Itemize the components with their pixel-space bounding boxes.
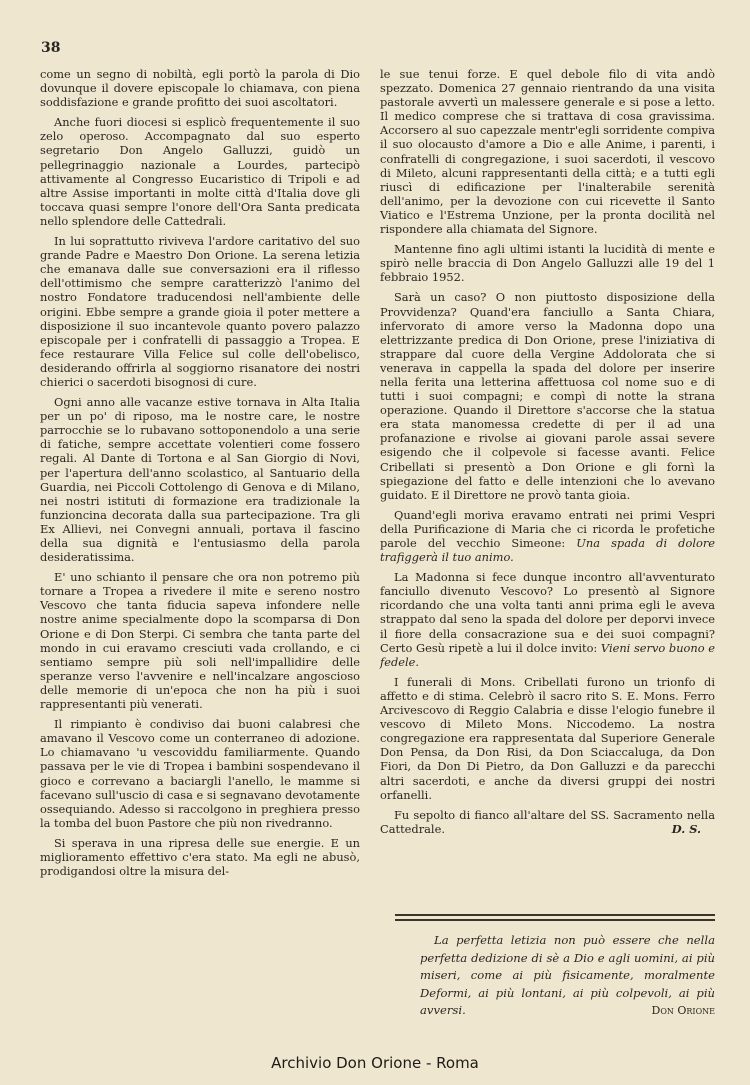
closing-quote — [420, 932, 715, 1020]
paragraph: In lui soprattutto riviveva l'ardore caritativo del suo grande Padre e Maestro Don Orione. La serena letizia che emanava dalle sue conversazioni era il riflesso dell'ottimismo che sempre caratterizzò l'animo del nostro Fondatore traducendosi nell'ambiente delle origini. Ebbe sempre a grande gioia il poter mettere a disposizione il suo incantevole quanto povero palazzo episcopale per i confratelli di passaggio a Tropea. E fece restaurare Villa Felice sul colle dell'obelisco, desiderando offrirla al soggiorno risanatore dei nostri chierici o sacerdoti bisognosi di cure. — [40, 234, 360, 389]
archive-footer: Archivio Don Orione - Roma — [271, 1054, 479, 1072]
paragraph: Si sperava in una ripresa delle sue energie. E un miglioramento effettivo c'era stato. Ma egli ne abusò, prodigandosi oltre la misura del- — [40, 835, 360, 879]
page-number: 38 — [41, 40, 61, 56]
jesus-invitation: Vieni servo buono e fedele. — [380, 640, 715, 669]
paragraph: come un segno di nobiltà, egli portò la parola di Dio dovunque il dovere episcopale lo chiamava, con piena soddisfazione e grande profitto dei suoi ascoltatori. — [40, 67, 360, 110]
separator — [395, 914, 715, 924]
paragraph: Il rimpianto è condiviso dai buoni calabresi che amavano il Vescovo come un conterraneo di adozione. Lo chiamavano 'u vescoviddu familiarmente. Quando passava per le vie di Tropea i bambini sospendevano il gioco e correvano a baciargli l'anello, le mamme si facevano sull'uscio di casa e si segnavano devotamente ossequiando. Adesso si raccolgono in preghiera presso la tomba del buon Pastore che più non rivedranno. — [40, 717, 360, 830]
left-column — [40, 67, 360, 884]
paragraph: le sue tenui forze. E quel debole filo di vita andò spezzato. Domenica 27 gennaio rientrando da una visita pastorale avvertì un malessere generale e si pose a letto. Il medico comprese che si trattava di cosa gravissima. Accorsero al suo capezzale mentr'egli sorridente compiva il suo olocausto d'amore a Dio e alle Anime, i parenti, i confratelli di congregazione, i suoi sacerdoti, il vescovo di Mileto, alcuni rappresentanti della città; e a tutti egli riuscì di edificazione per l'inalterabile serenità dell'animo, per la devozione con cui ricevette il Santo Viatico e l'Estrema Unzione, per la pronta docilità nel rispondere alla chiamata del Signore. — [380, 67, 715, 237]
rule-line — [395, 914, 715, 916]
paragraph: Ogni anno alle vacanze estive tornava in Alta Italia per un po' di riposo, ma le nostre care, le nostre parrocchie se lo rubavano sottoponendolo a una serie di fatiche, sempre accettate volentieri come fossero regali. Al Dante di Tortona e al San Giorgio di Novi, per l'apertura dell'anno scolastico, al Santuario della Guardia, nei Piccoli Cottolengo di Genova e di Milano, nei nostri istituti di formazione era tradizionale la funzioncina decorata dalla sua partecipazione. Tra gli Ex Allievi, nei Convegni annuali, portava il fascino della sua dignità e l'entusiasmo della parola desideratissima. — [40, 395, 360, 565]
simeone-quote: Una spada di dolore trafiggerà il tuo animo. — [380, 536, 716, 565]
paragraph: Sarà un caso? O non piuttosto disposizione della Provvidenza? Quand'era fanciullo a Santa Chiara, infervorato di amore verso la Madonna dopo una elettrizzante predica di Don Orione, prese l'iniziativa di strappare dal cuore della Vergine Addolorata che si venerava in cappella la spada del dolore per inserire nella ferita una letterina affettuosa col nome suo e di tutti i suoi compagni; e compì di notte la strana operazione. Quando il Direttore s'accorse che la statua era stata manomessa credette di per il ad una profanazione e rivolse ai giovani parole assai severe esigendo che il colpevole si facesse avanti. Felice Cribellati si presentò a Don Orione e gli fornì la spiegazione del fatto e delle intenzioni che lo avevano guidato. E il Direttore ne provò tanta gioia. — [380, 290, 715, 502]
paragraph — [380, 508, 715, 564]
paragraph-text: Fu sepolto di fianco all'altare del SS. Sacramento nella Cattedrale. — [380, 807, 715, 836]
closing-quote-text: La perfetta letizia non può essere che nella perfetta dedizione di sè a Dio e agli uomini, ai più miseri, come ai più fisicamente, moralmente Deformi, ai più lontani, ai più colpevoli, ai più avversi. — [420, 933, 715, 1018]
paragraph — [380, 808, 715, 836]
paragraph: Mantenne fino agli ultimi istanti la lucidità di mente e spirò nelle braccia di Don Angelo Galluzzi alle 19 del 1 febbraio 1952. — [380, 242, 715, 285]
paragraph: Anche fuori diocesi si esplicò frequentemente il suo zelo operoso. Accompagnato dal suo esperto segretario Don Angelo Galluzzi, guidò un pellegrinaggio nazionale a Lourdes, partecipò attivamente al Congresso Eucaristico di Tripoli e ad altre Assise importanti in molte città d'Italia dove gli toccava quasi sempre l'onore dell'Ora Santa predicata nello splendore delle Cattedrali. — [40, 115, 360, 228]
right-column — [380, 67, 715, 842]
paragraph-text: La Madonna si fece dunque incontro all'avventurato fanciullo divenuto Vescovo? Lo presentò al Signore ricordando che una volta tanti anni prima egli le aveva strappato dal seno la spada del dolore per deporvi invece il fiore della consacrazione sua e dei suoi compagni? Certo Gesù ripetè a lui il dolce invito: — [380, 570, 715, 655]
author-signature: D. S. — [671, 821, 701, 836]
paragraph: I funerali di Mons. Cribellati furono un trionfo di affetto e di stima. Celebrò il sacro rito S. E. Mons. Ferro Arcivescovo di Reggio Calabria e disse l'elogio funebre il vescovo di Mileto Mons. Niccodemo. La nostra congregazione era rappresentata dal Superiore Generale Don Pensa, da Don Risi, da Don Sciaccaluga, da Don Fiori, da Don Di Pietro, da Don Galluzzi e da parecchi altri sacerdoti, e anche da diversi gruppi dei nostri orfanelli. — [380, 674, 715, 802]
paragraph-text: Quand'egli moriva eravamo entrati nei primi Vespri della Purificazione di Maria che ci ricorda le profetiche parole del vecchio Simeone: — [380, 507, 715, 550]
closing-quote-author: Don Orione — [651, 1004, 715, 1018]
paragraph — [380, 570, 715, 669]
rule-line — [395, 919, 715, 921]
paragraph: E' uno schianto il pensare che ora non potremo più tornare a Tropea a rivedere il mite e sereno nostro Vescovo che tanta fiducia sapeva infondere nelle nostre anime specialmente dopo la scomparsa di Don Orione e di Don Sterpi. Ci sembra che tanta parte del mondo in cui eravamo cresciuti vada crollando, e ci sentiamo sempre più soli nell'impallidire delle speranze verso l'avvenire e nell'incalzare angoscioso delle memorie di un'epoca che non ha più i suoi rappresentanti più venerati. — [40, 570, 360, 712]
